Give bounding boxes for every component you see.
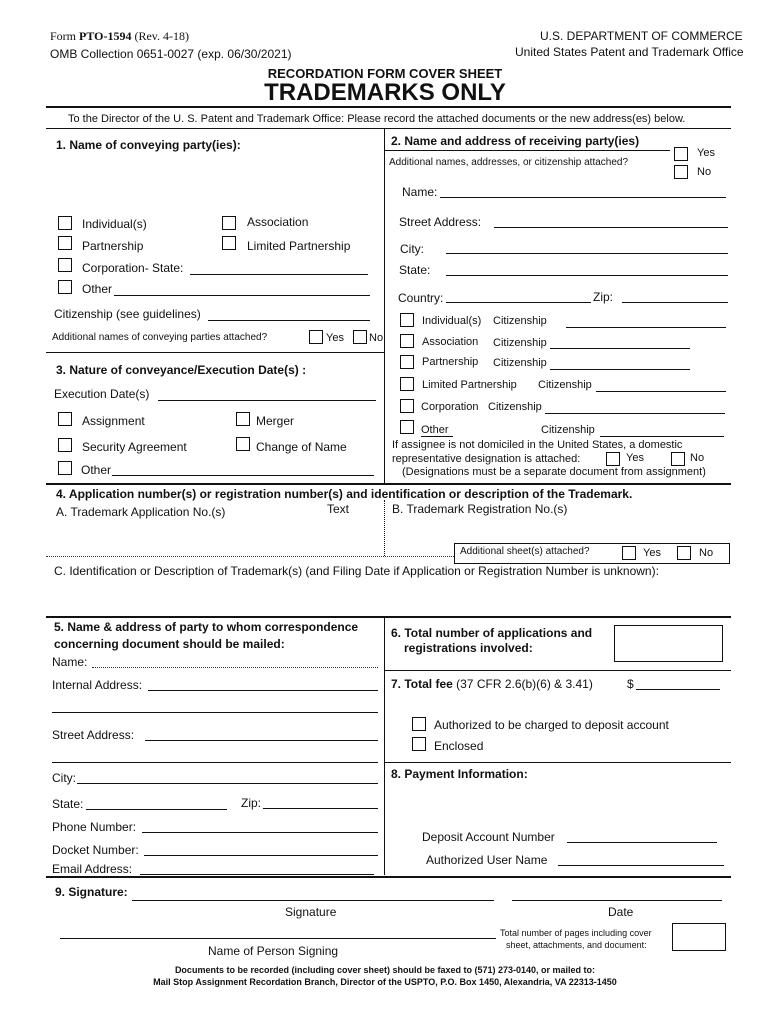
signature-label: Signature xyxy=(285,905,337,919)
other-conveyance-checkbox[interactable] xyxy=(58,461,72,475)
designation-note: (Designations must be a separate document from assignment) xyxy=(402,466,706,478)
individual-label: Individual(s) xyxy=(82,217,147,231)
mail-state-field[interactable] xyxy=(86,809,227,810)
association-checkbox[interactable] xyxy=(222,216,236,230)
receiving-yes-checkbox[interactable] xyxy=(674,147,688,161)
divider xyxy=(46,106,731,108)
pages-label: sheet, attachments, and document: xyxy=(506,940,647,950)
domicile-text: representative designation is attached: xyxy=(392,453,581,465)
corporation-state-field[interactable] xyxy=(190,274,368,275)
omb-number: OMB Collection 0651-0027 (exp. 06/30/2021) xyxy=(50,47,292,61)
signature-field[interactable] xyxy=(132,900,494,901)
person-signing-field[interactable] xyxy=(60,938,496,939)
section6-title: 6. Total number of applications and xyxy=(391,626,593,640)
divider xyxy=(384,617,385,875)
page-title: TRADEMARKS ONLY xyxy=(264,79,506,106)
pages-label: Total number of pages including cover xyxy=(500,928,652,938)
no-label: No xyxy=(697,166,712,178)
other-checkbox[interactable] xyxy=(58,280,72,294)
dollar-sign: $ xyxy=(627,677,634,691)
r-association-checkbox[interactable] xyxy=(400,334,414,348)
merger-label: Merger xyxy=(256,414,295,428)
domicile-text: If assignee is not domiciled in the United States, a domestic xyxy=(392,439,683,451)
enclosed-checkbox[interactable] xyxy=(412,737,426,751)
email-field[interactable] xyxy=(140,874,374,875)
citizenship-label: Citizenship xyxy=(538,379,592,391)
r-other-label: Other xyxy=(421,424,449,436)
yes-label: Yes xyxy=(697,147,715,159)
deposit-account-field[interactable] xyxy=(567,842,717,843)
association-label: Association xyxy=(247,215,309,229)
no-label: No xyxy=(699,547,714,559)
r-corporation-checkbox[interactable] xyxy=(400,399,414,413)
zip-label: Zip: xyxy=(241,796,262,810)
change-name-label: Change of Name xyxy=(256,440,347,454)
divider xyxy=(385,150,670,151)
additional-no-checkbox[interactable] xyxy=(353,330,367,344)
additional-sheets-label: Additional sheet(s) attached? xyxy=(460,546,590,557)
form-number: Form PTO-1594 (Rev. 4-18) xyxy=(50,29,190,43)
sheets-no-checkbox[interactable] xyxy=(677,546,691,560)
security-checkbox[interactable] xyxy=(58,438,72,452)
r-association-label: Association xyxy=(422,336,479,348)
divider xyxy=(385,762,731,763)
docket-field[interactable] xyxy=(144,855,378,856)
deposit-label: Deposit Account Number xyxy=(422,830,555,844)
office: United States Patent and Trademark Office xyxy=(515,45,744,59)
sheets-yes-checkbox[interactable] xyxy=(622,546,636,560)
divider xyxy=(46,128,731,129)
r-partnership-label: Partnership xyxy=(422,356,479,368)
application-label: A. Trademark Application No.(s) xyxy=(56,505,226,519)
yes-label: Yes xyxy=(626,452,644,464)
divider xyxy=(46,876,731,878)
r-corporation-label: Corporation xyxy=(421,401,479,413)
r-limited-citizenship-field[interactable] xyxy=(596,391,726,392)
yes-label: Yes xyxy=(326,332,344,344)
section1-title: 1. Name of conveying party(ies): xyxy=(56,138,241,152)
yes-label: Yes xyxy=(643,547,661,559)
internal-address-field[interactable] xyxy=(148,690,378,691)
r-other-citizenship-field[interactable] xyxy=(600,436,724,437)
citizenship-label: Citizenship xyxy=(493,337,547,349)
merger-checkbox[interactable] xyxy=(236,412,250,426)
partnership-label: Partnership xyxy=(82,239,144,253)
total-fee-field[interactable] xyxy=(636,689,720,690)
form-title: RECORDATION FORM COVER SHEET xyxy=(267,66,503,81)
footer-text: Mail Stop Assignment Recordation Branch, Director of the USPTO, P.O. Box 1450, Alexandria, VA 22313-1450 xyxy=(153,977,617,987)
r-corporation-citizenship-field[interactable] xyxy=(545,413,725,414)
other-field[interactable] xyxy=(114,295,370,296)
receiving-zip-field[interactable] xyxy=(622,302,728,303)
citizenship-label: Citizenship xyxy=(541,424,595,436)
enclosed-label: Enclosed xyxy=(434,739,484,753)
security-label: Security Agreement xyxy=(82,440,187,454)
r-partnership-citizenship-field[interactable] xyxy=(550,369,690,370)
docket-label: Docket Number: xyxy=(52,843,139,857)
section5-title: concerning document should be mailed: xyxy=(54,637,285,651)
divider xyxy=(384,128,385,483)
r-association-citizenship-field[interactable] xyxy=(550,348,690,349)
mail-street-field-2[interactable] xyxy=(52,762,378,763)
execution-date-field[interactable] xyxy=(158,400,376,401)
registration-label: B. Trademark Registration No.(s) xyxy=(392,502,568,516)
footer-text: Documents to be recorded (including cover sheet) should be faxed to (571) 273-0140, or mailed to: xyxy=(174,965,596,975)
citizenship-label: Citizenship (see guidelines) xyxy=(54,307,201,321)
authorized-label: Authorized to be charged to deposit account xyxy=(434,718,669,732)
limited-partnership-label: Limited Partnership xyxy=(247,239,351,253)
r-individual-checkbox[interactable] xyxy=(400,313,414,327)
department: U.S. DEPARTMENT OF COMMERCE xyxy=(540,29,743,43)
person-label: Name of Person Signing xyxy=(208,944,339,958)
receiving-street-field[interactable] xyxy=(494,227,728,228)
r-other-field[interactable] xyxy=(421,436,453,437)
phone-label: Phone Number: xyxy=(52,820,137,834)
text-annotation: Text xyxy=(327,502,350,516)
identification-label: C. Identification or Description of Trademark(s) (and Filing Date if Application or Registration Number is unknown): xyxy=(54,564,659,578)
mail-street-field[interactable] xyxy=(145,740,378,741)
authorized-checkbox[interactable] xyxy=(412,717,426,731)
mail-city-field[interactable] xyxy=(77,783,378,784)
additional-receiving-label: Additional names, addresses, or citizenship attached? xyxy=(389,157,629,168)
section3-title: 3. Nature of conveyance/Execution Date(s) : xyxy=(56,363,307,377)
authorized-user-field[interactable] xyxy=(558,865,724,866)
execution-label: Execution Date(s) xyxy=(54,387,150,401)
section4-title: 4. Application number(s) or registration number(s) and identification or description of the Trademark. xyxy=(56,487,633,501)
r-partnership-checkbox[interactable] xyxy=(400,355,414,369)
section5-title: 5. Name & address of party to whom correspondence xyxy=(54,620,359,634)
partnership-checkbox[interactable] xyxy=(58,236,72,250)
r-other-checkbox[interactable] xyxy=(400,420,414,434)
receiving-state-field[interactable] xyxy=(446,275,728,276)
divider xyxy=(46,483,731,485)
total-applications-box[interactable] xyxy=(614,625,723,662)
email-label: Email Address: xyxy=(52,862,133,876)
r-limited-partnership-label: Limited Partnership xyxy=(422,379,517,391)
receiving-no-checkbox[interactable] xyxy=(674,165,688,179)
receiving-name-field[interactable] xyxy=(440,197,726,198)
date-label: Date xyxy=(608,905,634,919)
additional-conveying-label: Additional names of conveying parties attached? xyxy=(52,332,268,343)
total-pages-box[interactable] xyxy=(672,923,726,951)
name-label: Name: xyxy=(402,185,438,199)
citizenship-label: Citizenship xyxy=(493,357,547,369)
mail-name-field[interactable] xyxy=(92,667,378,668)
domicile-yes-checkbox[interactable] xyxy=(606,452,620,466)
change-name-checkbox[interactable] xyxy=(236,437,250,451)
other-conveyance-label: Other xyxy=(81,463,112,477)
individual-checkbox[interactable] xyxy=(58,216,72,230)
no-label: No xyxy=(369,332,384,344)
receiving-city-field[interactable] xyxy=(446,253,728,254)
other-conveyance-field[interactable] xyxy=(112,475,374,476)
receiving-country-field[interactable] xyxy=(446,302,591,303)
citizenship-label: Citizenship xyxy=(488,401,542,413)
street-label: Street Address: xyxy=(52,728,135,742)
intro-text: To the Director of the U. S. Patent and Trademark Office: Please record the attached documents or the new address(es) below. xyxy=(68,113,686,125)
internal-label: Internal Address: xyxy=(52,678,143,692)
city-label: City: xyxy=(52,771,76,785)
divider xyxy=(384,500,385,556)
state-label: State: xyxy=(52,797,84,811)
no-label: No xyxy=(690,452,705,464)
citizenship-field[interactable] xyxy=(208,320,370,321)
country-label: Country: xyxy=(398,291,444,305)
zip-label: Zip: xyxy=(593,290,614,304)
domicile-no-checkbox[interactable] xyxy=(671,452,685,466)
limited-partnership-checkbox[interactable] xyxy=(222,236,236,250)
divider xyxy=(46,352,384,353)
citizenship-label: Citizenship xyxy=(493,315,547,327)
divider xyxy=(46,556,454,557)
city-label: City: xyxy=(400,242,424,256)
section2-title: 2. Name and address of receiving party(ies) xyxy=(391,134,640,148)
phone-field[interactable] xyxy=(142,832,378,833)
date-field[interactable] xyxy=(512,900,722,901)
state-label: State: xyxy=(399,263,431,277)
r-individual-citizenship-field[interactable] xyxy=(566,327,726,328)
corporation-label: Corporation- State: xyxy=(82,261,184,275)
section9-title: 9. Signature: xyxy=(55,885,128,899)
other-label: Other xyxy=(82,282,113,296)
section7-title: 7. Total fee (37 CFR 2.6(b)(6) & 3.41) xyxy=(391,677,593,691)
assignment-checkbox[interactable] xyxy=(58,412,72,426)
street-label: Street Address: xyxy=(399,215,482,229)
mail-zip-field[interactable] xyxy=(263,808,378,809)
divider xyxy=(385,670,731,671)
additional-yes-checkbox[interactable] xyxy=(309,330,323,344)
internal-address-field-2[interactable] xyxy=(52,712,378,713)
user-label: Authorized User Name xyxy=(426,853,548,867)
assignment-label: Assignment xyxy=(82,414,145,428)
divider xyxy=(46,616,731,618)
section8-title: 8. Payment Information: xyxy=(391,767,528,781)
r-limited-partnership-checkbox[interactable] xyxy=(400,377,414,391)
corporation-checkbox[interactable] xyxy=(58,258,72,272)
section6-title: registrations involved: xyxy=(404,641,533,655)
r-individual-label: Individual(s) xyxy=(422,315,482,327)
name-label: Name: xyxy=(52,655,88,669)
